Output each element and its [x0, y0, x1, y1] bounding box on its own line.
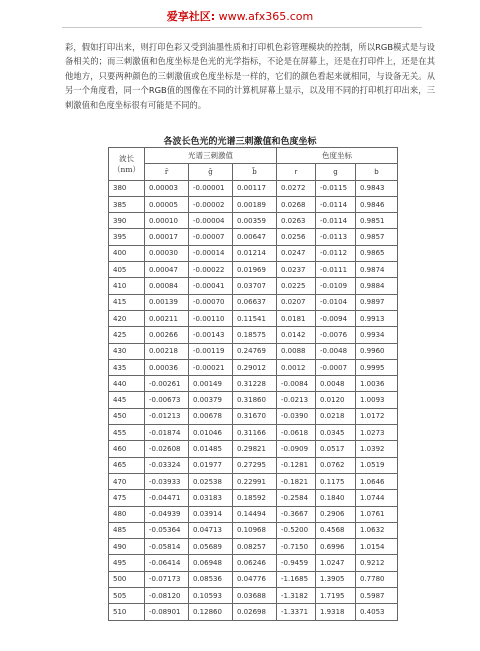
cell-g: -0.0111	[316, 262, 356, 278]
cell-g-bar: 0.03914	[189, 506, 233, 522]
paragraph-text: 彩，假如打印出来，则打印色彩又受到油墨性质和打印机色彩管理模块的控制，所以	[65, 42, 376, 52]
cell-b-bar: 0.31860	[233, 392, 277, 408]
cell-g-bar: -0.00014	[189, 245, 233, 261]
cell-r-bar: 0.00030	[145, 245, 189, 261]
cell-wavelength: 440	[109, 376, 145, 392]
col-header-rbar: r̄	[145, 164, 189, 180]
cell-b: 1.0744	[356, 490, 398, 506]
cell-b-bar: 0.31166	[233, 425, 277, 441]
table-row	[109, 376, 398, 392]
cell-b: 1.0093	[356, 392, 398, 408]
cell-r-bar: -0.00261	[145, 376, 189, 392]
cell-g: 0.1840	[316, 490, 356, 506]
cell-r-bar: -0.03324	[145, 457, 189, 473]
cell-r: -0.7150	[277, 539, 316, 555]
cell-wavelength: 470	[109, 473, 145, 489]
table-row	[109, 213, 398, 229]
site-url[interactable]: www.afx365.com	[218, 10, 314, 23]
table-row	[109, 522, 398, 538]
cell-b-bar: 0.01214	[233, 245, 277, 261]
cell-wavelength: 395	[109, 229, 145, 245]
cell-r: -0.0909	[277, 441, 316, 457]
cell-r: -0.1821	[277, 473, 316, 489]
cell-g: 0.0218	[316, 408, 356, 424]
cell-g-bar: 0.01046	[189, 425, 233, 441]
cell-b-bar: 0.00647	[233, 229, 277, 245]
cell-b: 0.9960	[356, 343, 398, 359]
cell-wavelength: 450	[109, 408, 145, 424]
table-row	[109, 539, 398, 555]
cell-g: 1.7195	[316, 588, 356, 604]
col-header-gbar: ḡ	[189, 164, 233, 180]
table-row	[109, 262, 398, 278]
cell-b: 0.4053	[356, 604, 398, 620]
table-row	[109, 327, 398, 343]
table-row	[109, 343, 398, 359]
cell-g: 0.0120	[316, 392, 356, 408]
cell-g-bar: 0.01977	[189, 457, 233, 473]
cell-r-bar: 0.00005	[145, 196, 189, 212]
cell-g-bar: -0.00001	[189, 180, 233, 196]
cell-g-bar: -0.00119	[189, 343, 233, 359]
cell-wavelength: 415	[109, 294, 145, 310]
table-row	[109, 278, 398, 294]
cell-g: 1.0247	[316, 555, 356, 571]
table-row	[109, 555, 398, 571]
spectral-data-table	[108, 147, 398, 621]
cell-b: 0.9212	[356, 555, 398, 571]
cell-b-bar: 0.14494	[233, 506, 277, 522]
cell-wavelength: 445	[109, 392, 145, 408]
cell-g: -0.0113	[316, 229, 356, 245]
cell-wavelength: 425	[109, 327, 145, 343]
cell-r-bar: -0.00673	[145, 392, 189, 408]
cell-g-bar: 0.06948	[189, 555, 233, 571]
cell-b: 0.9874	[356, 262, 398, 278]
col-header-b: b	[356, 164, 398, 180]
cell-b: 0.9884	[356, 278, 398, 294]
cell-b: 1.0646	[356, 473, 398, 489]
cell-r: -0.1281	[277, 457, 316, 473]
col-header-bbar: b̄	[233, 164, 277, 180]
table-row	[109, 506, 398, 522]
cell-g-bar: 0.02538	[189, 473, 233, 489]
cell-g: 0.0517	[316, 441, 356, 457]
cell-g-bar: -0.00004	[189, 213, 233, 229]
cell-b: 0.7780	[356, 571, 398, 587]
cell-g-bar: -0.00143	[189, 327, 233, 343]
cell-g-bar: -0.00002	[189, 196, 233, 212]
cell-r: -1.3371	[277, 604, 316, 620]
cell-b: 1.0273	[356, 425, 398, 441]
cell-r-bar: -0.08120	[145, 588, 189, 604]
cell-b: 0.9843	[356, 180, 398, 196]
cell-r-bar: -0.04471	[145, 490, 189, 506]
cell-b-bar: 0.18592	[233, 490, 277, 506]
body-paragraph	[65, 40, 435, 112]
cell-b-bar: 0.10968	[233, 522, 277, 538]
cell-r-bar: 0.00047	[145, 262, 189, 278]
cell-r: -1.1685	[277, 571, 316, 587]
cell-g: -0.0114	[316, 213, 356, 229]
cell-b-bar: 0.06637	[233, 294, 277, 310]
table-row	[109, 425, 398, 441]
cell-g: -0.0114	[316, 196, 356, 212]
cell-g: -0.0007	[316, 359, 356, 375]
table-title: 各波长色光的光谱三刺激值和色度坐标	[163, 137, 317, 147]
cell-r: 0.0237	[277, 262, 316, 278]
cell-b: 0.5987	[356, 588, 398, 604]
cell-g: 0.0762	[316, 457, 356, 473]
cell-b-bar: 0.22991	[233, 473, 277, 489]
cell-g: 0.0345	[316, 425, 356, 441]
cell-r: -0.0213	[277, 392, 316, 408]
tristimulus-group-header: 光谱三刺激值	[145, 148, 277, 164]
cell-g: -0.0115	[316, 180, 356, 196]
cell-r-bar: -0.05364	[145, 522, 189, 538]
cell-r-bar: -0.04939	[145, 506, 189, 522]
table-row	[109, 408, 398, 424]
wavelength-header: 波长 （nm）	[109, 148, 145, 181]
table-row	[109, 571, 398, 587]
site-header	[0, 8, 480, 24]
cell-r-bar: -0.06414	[145, 555, 189, 571]
cell-wavelength: 485	[109, 522, 145, 538]
cell-r: 0.0225	[277, 278, 316, 294]
cell-r: 0.0012	[277, 359, 316, 375]
cell-wavelength: 510	[109, 604, 145, 620]
cell-wavelength: 505	[109, 588, 145, 604]
header-divider	[62, 27, 422, 28]
cell-b-bar: 0.29821	[233, 441, 277, 457]
cell-b-bar: 0.04776	[233, 571, 277, 587]
cell-r: 0.0142	[277, 327, 316, 343]
cell-g-bar: 0.08536	[189, 571, 233, 587]
cell-b-bar: 0.00117	[233, 180, 277, 196]
cell-r: -0.0618	[277, 425, 316, 441]
cell-b-bar: 0.01969	[233, 262, 277, 278]
cell-b-bar: 0.27295	[233, 457, 277, 473]
cell-r: 0.0272	[277, 180, 316, 196]
cell-r-bar: -0.02608	[145, 441, 189, 457]
cell-b-bar: 0.31228	[233, 376, 277, 392]
cell-r-bar: 0.00266	[145, 327, 189, 343]
cell-g: -0.0109	[316, 278, 356, 294]
cell-g-bar: 0.12860	[189, 604, 233, 620]
table-row	[109, 294, 398, 310]
cell-b: 1.0392	[356, 441, 398, 457]
cell-b: 0.9851	[356, 213, 398, 229]
cell-r: 0.0247	[277, 245, 316, 261]
cell-b-bar: 0.31670	[233, 408, 277, 424]
cell-b: 1.0632	[356, 522, 398, 538]
cell-wavelength: 455	[109, 425, 145, 441]
cell-r-bar: -0.05814	[145, 539, 189, 555]
table-row	[109, 604, 398, 620]
cell-wavelength: 405	[109, 262, 145, 278]
cell-b: 1.0036	[356, 376, 398, 392]
cell-r: -0.0390	[277, 408, 316, 424]
cell-b: 0.9865	[356, 245, 398, 261]
cell-r: -0.2584	[277, 490, 316, 506]
cell-wavelength: 390	[109, 213, 145, 229]
cell-wavelength: 385	[109, 196, 145, 212]
cell-r-bar: 0.00003	[145, 180, 189, 196]
cell-r-bar: 0.00139	[145, 294, 189, 310]
cell-b-bar: 0.00189	[233, 196, 277, 212]
table-row	[109, 490, 398, 506]
cell-b-bar: 0.08257	[233, 539, 277, 555]
cell-b: 1.0154	[356, 539, 398, 555]
cell-r-bar: 0.00218	[145, 343, 189, 359]
paragraph-text: RGB	[148, 85, 167, 96]
cell-g-bar: 0.03183	[189, 490, 233, 506]
cell-b: 1.0172	[356, 408, 398, 424]
cell-g-bar: -0.00110	[189, 310, 233, 326]
cell-wavelength: 400	[109, 245, 145, 261]
cell-wavelength: 490	[109, 539, 145, 555]
col-header-r: r	[277, 164, 316, 180]
cell-b: 0.9913	[356, 310, 398, 326]
cell-b: 0.9857	[356, 229, 398, 245]
table-row	[109, 457, 398, 473]
paragraph-text: 值的图像在不同的计算机屏幕上显示，以及用不同的打印机打印出来，三刺激值和色度坐标很有可能是不同的。	[65, 85, 435, 110]
cell-g: -0.0104	[316, 294, 356, 310]
cell-wavelength: 460	[109, 441, 145, 457]
table-row	[109, 392, 398, 408]
cell-r: 0.0256	[277, 229, 316, 245]
cell-b-bar: 0.03688	[233, 588, 277, 604]
cell-wavelength: 435	[109, 359, 145, 375]
cell-g: 0.2906	[316, 506, 356, 522]
cell-g: 0.4568	[316, 522, 356, 538]
cell-r-bar: 0.00017	[145, 229, 189, 245]
cell-r: 0.0088	[277, 343, 316, 359]
cell-g-bar: -0.00070	[189, 294, 233, 310]
cell-b: 0.9897	[356, 294, 398, 310]
cell-r: -0.0084	[277, 376, 316, 392]
cell-g: 0.1175	[316, 473, 356, 489]
cell-wavelength: 410	[109, 278, 145, 294]
col-header-g: g	[316, 164, 356, 180]
cell-b: 0.9995	[356, 359, 398, 375]
cell-r-bar: -0.03933	[145, 473, 189, 489]
cell-b: 0.9934	[356, 327, 398, 343]
table-row	[109, 245, 398, 261]
cell-r: -0.3667	[277, 506, 316, 522]
table-row	[109, 588, 398, 604]
table-row	[109, 441, 398, 457]
paragraph-text: 模式是与设备相关的；而三刺激值和色度坐标是色光的光学指标，不论是在屏幕上，还是在打印件上，还是在其他地方，只要两种颜色的三刺激值或色度坐标是一样的，它们的颜色看起来就相同，与设备无关。从另一个角度看，同一个	[65, 42, 435, 96]
cell-r: -1.3182	[277, 588, 316, 604]
cell-g: -0.0094	[316, 310, 356, 326]
cell-r-bar: 0.00010	[145, 213, 189, 229]
cell-wavelength: 475	[109, 490, 145, 506]
paragraph-text: RGB	[375, 42, 394, 52]
site-logo: 爱享社区:	[166, 10, 216, 23]
cell-b-bar: 0.11541	[233, 310, 277, 326]
cell-r: 0.0263	[277, 213, 316, 229]
cell-g: 1.3905	[316, 571, 356, 587]
cell-g-bar: -0.00007	[189, 229, 233, 245]
cell-b-bar: 0.03707	[233, 278, 277, 294]
cell-b-bar: 0.24769	[233, 343, 277, 359]
cell-b: 0.9846	[356, 196, 398, 212]
cell-r-bar: -0.01874	[145, 425, 189, 441]
cell-r: 0.0181	[277, 310, 316, 326]
cell-r-bar: -0.07173	[145, 571, 189, 587]
cell-g-bar: 0.00149	[189, 376, 233, 392]
cell-g: -0.0112	[316, 245, 356, 261]
cell-r-bar: 0.00036	[145, 359, 189, 375]
cell-wavelength: 500	[109, 571, 145, 587]
cell-wavelength: 420	[109, 310, 145, 326]
cell-r-bar: 0.00084	[145, 278, 189, 294]
cell-wavelength: 465	[109, 457, 145, 473]
table-row	[109, 310, 398, 326]
table-row	[109, 359, 398, 375]
table-row	[109, 229, 398, 245]
cell-b-bar: 0.00359	[233, 213, 277, 229]
cell-b-bar: 0.18575	[233, 327, 277, 343]
cell-g-bar: 0.10593	[189, 588, 233, 604]
cell-g-bar: 0.04713	[189, 522, 233, 538]
cell-b: 1.0519	[356, 457, 398, 473]
cell-b-bar: 0.29012	[233, 359, 277, 375]
cell-g: -0.0048	[316, 343, 356, 359]
chromaticity-group-header: 色度坐标	[277, 148, 398, 164]
cell-r: -0.5200	[277, 522, 316, 538]
cell-g-bar: 0.00379	[189, 392, 233, 408]
cell-g: 0.0048	[316, 376, 356, 392]
cell-g: 1.9318	[316, 604, 356, 620]
cell-g: 0.6996	[316, 539, 356, 555]
cell-g-bar: 0.00678	[189, 408, 233, 424]
cell-g-bar: 0.01485	[189, 441, 233, 457]
cell-g-bar: -0.00041	[189, 278, 233, 294]
table-row	[109, 196, 398, 212]
cell-r: -0.9459	[277, 555, 316, 571]
cell-b-bar: 0.06246	[233, 555, 277, 571]
cell-wavelength: 480	[109, 506, 145, 522]
cell-r-bar: -0.01213	[145, 408, 189, 424]
cell-g: -0.0076	[316, 327, 356, 343]
table-row	[109, 180, 398, 196]
cell-g-bar: -0.00022	[189, 262, 233, 278]
cell-wavelength: 495	[109, 555, 145, 571]
cell-wavelength: 430	[109, 343, 145, 359]
cell-wavelength: 380	[109, 180, 145, 196]
cell-g-bar: -0.00021	[189, 359, 233, 375]
cell-r-bar: -0.08901	[145, 604, 189, 620]
cell-r-bar: 0.00211	[145, 310, 189, 326]
cell-b-bar: 0.02698	[233, 604, 277, 620]
cell-r: 0.0268	[277, 196, 316, 212]
cell-b: 1.0761	[356, 506, 398, 522]
table-row	[109, 473, 398, 489]
cell-r: 0.0207	[277, 294, 316, 310]
cell-g-bar: 0.05689	[189, 539, 233, 555]
